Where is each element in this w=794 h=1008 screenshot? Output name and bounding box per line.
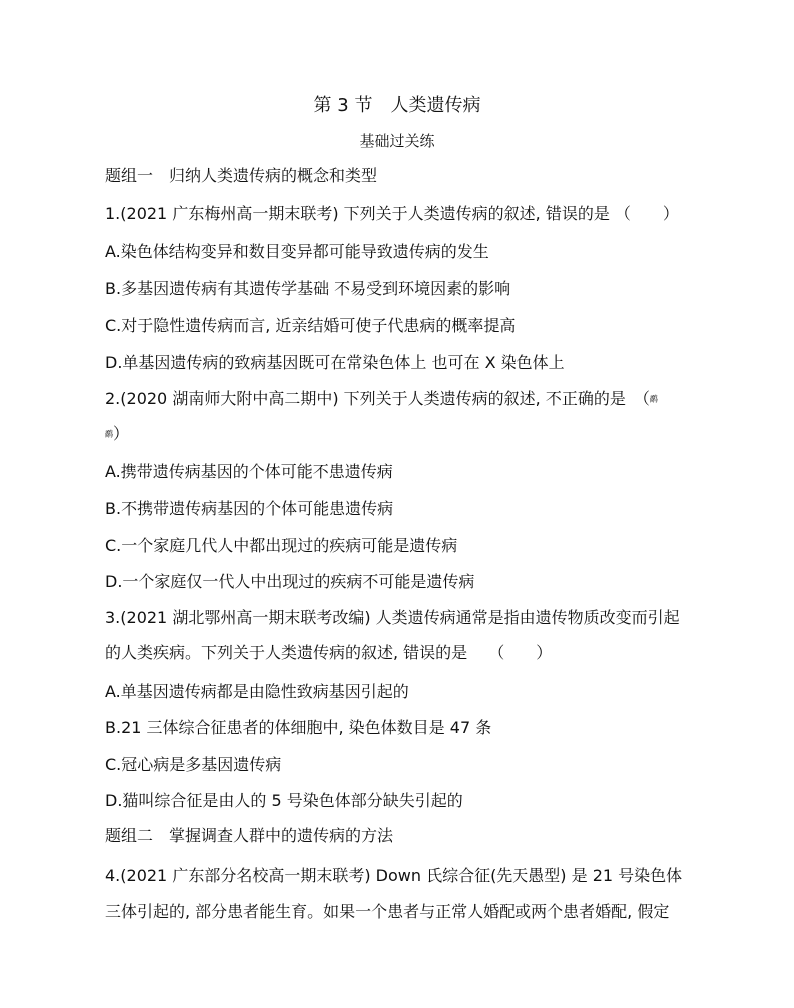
question-1-option-c: C.对于隐性遗传病而言, 近亲结婚可使子代患病的概率提高	[105, 316, 516, 335]
question-2-stem-close: ）	[113, 424, 130, 443]
question-4-stem-line-1: 4.(2021 广东部分名校高一期末联考) Down 氏综合征(先天愚型) 是 21 号染色体	[105, 866, 683, 885]
group-heading-1: 题组一 归纳人类遗传病的概念和类型	[105, 166, 378, 185]
question-2-stem-end	[105, 424, 129, 445]
question-3-stem-line-1: 3.(2021 湖北鄂州高一期末联考改编) 人类遗传病通常是指由遗传物质改变而引起	[105, 608, 680, 627]
question-3-option-d: D.猫叫综合征是由人的 5 号染色体部分缺失引起的	[105, 791, 463, 810]
question-4-stem-line-2: 三体引起的, 部分患者能生育。如果一个患者与正常人婚配或两个患者婚配, 假定	[105, 902, 670, 921]
question-3-option-a: A.单基因遗传病都是由隐性致病基因引起的	[105, 682, 409, 701]
group-heading-2: 题组二 掌握调查人群中的遗传病的方法	[105, 826, 394, 845]
question-2-stem	[105, 389, 658, 410]
question-2-option-c: C.一个家庭几代人中都出现过的疾病可能是遗传病	[105, 536, 458, 555]
question-2-option-d: D.一个家庭仅一代人中出现过的疾病不可能是遗传病	[105, 572, 475, 591]
question-1-option-d: D.单基因遗传病的致病基因既可在常染色体上 也可在 X 染色体上	[105, 353, 565, 372]
question-2-option-a: A.携带遗传病基因的个体可能不患遗传病	[105, 462, 393, 481]
question-3-option-c: C.冠心病是多基因遗传病	[105, 755, 282, 774]
section-title: 第 3 节 人类遗传病	[313, 95, 481, 116]
question-2-stem-text: 2.(2020 湖南师大附中高二期中) 下列关于人类遗传病的叙述, 不正确的是 （	[105, 389, 650, 408]
question-2-option-b: B.不携带遗传病基因的个体可能患遗传病	[105, 499, 394, 518]
question-1-option-a: A.染色体结构变异和数目变异都可能导致遗传病的发生	[105, 242, 489, 261]
question-1-option-b: B.多基因遗传病有其遗传学基础 不易受到环境因素的影响	[105, 279, 511, 298]
question-1-stem: 1.(2021 广东梅州高一期末联考) 下列关于人类遗传病的叙述, 错误的是 （ ）	[105, 204, 679, 223]
section-subtitle: 基础过关练	[359, 132, 435, 150]
question-3-option-b: B.21 三体综合征患者的体细胞中, 染色体数目是 47 条	[105, 718, 492, 737]
question-3-stem-line-2: 的人类疾病。下列关于人类遗传病的叙述, 错误的是 （ ）	[105, 643, 553, 662]
question-2-mark-1: 鹬	[649, 394, 658, 404]
question-2-mark-2: 鹬	[105, 429, 113, 439]
